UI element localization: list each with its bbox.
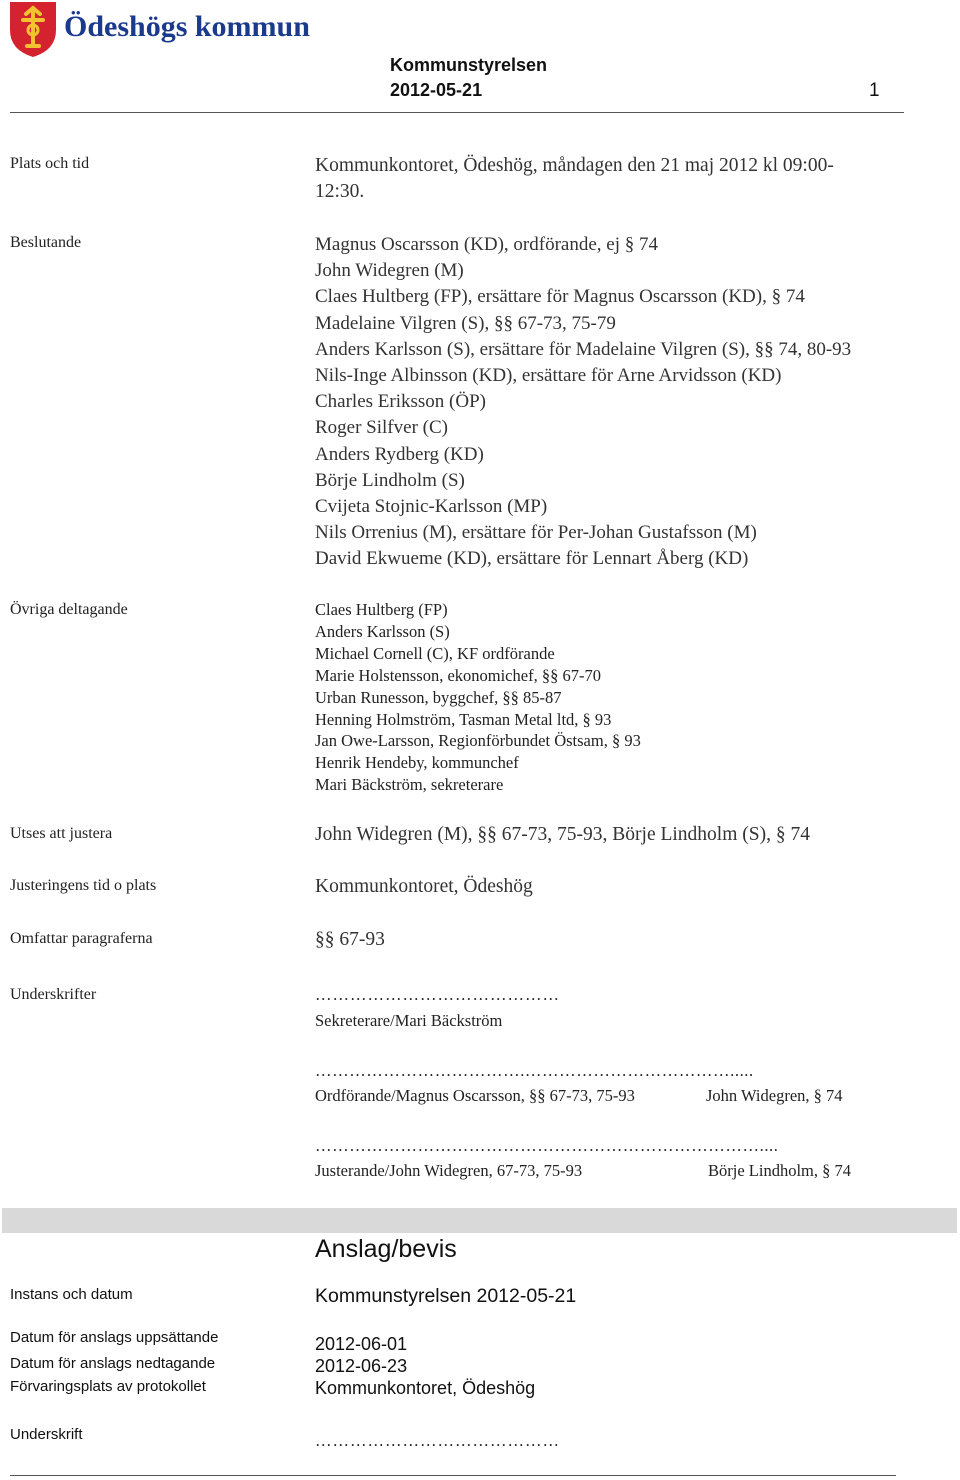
list-item: Henrik Hendeby, kommunchef xyxy=(315,753,519,773)
signature-caption-chair-alt: John Widegren, § 74 xyxy=(706,1086,843,1105)
list-item: Anders Rydberg (KD) xyxy=(315,443,484,465)
list-item: Anders Karlsson (S) xyxy=(315,621,450,641)
list-item: Marie Holstensson, ekonomichef, §§ 67-70 xyxy=(315,665,601,685)
instans-value: Kommunstyrelsen 2012-05-21 xyxy=(315,1285,577,1307)
list-item: Nils-Inge Albinsson (KD), ersättare för Arne Arvidsson (KD) xyxy=(315,365,782,387)
signature-caption-adjuster-alt: Börje Lindholm, § 74 xyxy=(708,1161,851,1180)
utses-value: John Widegren (M), §§ 67-73, 75-93, Börje Lindholm (S), § 74 xyxy=(315,824,810,845)
list-item: Claes Hultberg (FP), ersättare för Magnus Oscarsson (KD), § 74 xyxy=(315,286,805,308)
justeringens-value: Kommunkontoret, Ödeshög xyxy=(315,876,533,897)
uppsattande-label: Datum för anslags uppsättande xyxy=(10,1329,219,1346)
header-title: Kommunstyrelsen xyxy=(390,55,548,75)
forvaringsplats-value: Kommunkontoret, Ödeshög xyxy=(315,1378,536,1398)
underskrift-line: …………………………………… xyxy=(315,1431,560,1450)
ovriga-list xyxy=(315,599,641,796)
beslutande-list xyxy=(315,232,851,573)
utses-label: Utses att justera xyxy=(10,825,113,842)
forvaringsplats-label: Förvaringsplats av protokollet xyxy=(10,1378,206,1395)
plats-value xyxy=(315,153,834,205)
anslag-title: Anslag/bevis xyxy=(315,1235,457,1263)
footer-rule xyxy=(10,1475,896,1476)
ovriga-label: Övriga deltagande xyxy=(10,601,128,618)
justeringens-label: Justeringens tid o plats xyxy=(10,877,157,894)
nedtagande-value: 2012-06-23 xyxy=(315,1356,408,1376)
municipality-logo xyxy=(8,0,308,60)
header-rule xyxy=(10,112,904,113)
omfattar-value: §§ 67-93 xyxy=(315,929,385,950)
section-band xyxy=(2,1208,957,1233)
signature-caption-adjuster: Justerande/John Widegren, 67-73, 75-93 xyxy=(315,1161,583,1180)
plats-label: Plats och tid xyxy=(10,155,90,172)
signature-line-adjuster: …………………………………………………………………….... xyxy=(315,1136,779,1155)
signature-line-chair: ……………………………….………………………………..... xyxy=(315,1061,754,1080)
signature-caption-secretary: Sekreterare/Mari Bäckström xyxy=(315,1011,503,1030)
underskrifter-label: Underskrifter xyxy=(10,986,97,1003)
list-item: Cvijeta Stojnic-Karlsson (MP) xyxy=(315,496,548,518)
underskrift-label: Underskrift xyxy=(10,1426,83,1443)
omfattar-label: Omfattar paragraferna xyxy=(10,930,153,947)
coat-of-arms-icon xyxy=(8,0,58,58)
list-item: Michael Cornell (C), KF ordförande xyxy=(315,643,555,663)
list-item: David Ekwueme (KD), ersättare för Lennart Åberg (KD) xyxy=(315,548,749,570)
beslutande-label: Beslutande xyxy=(10,234,82,251)
list-item: Roger Silfver (C) xyxy=(315,417,448,439)
plats-value-line: 12:30. xyxy=(315,181,365,203)
logo-text: Ödeshögs kommun xyxy=(64,10,310,43)
list-item: Henning Holmström, Tasman Metal ltd, § 93 xyxy=(315,709,612,729)
list-item: Börje Lindholm (S) xyxy=(315,469,465,491)
signature-caption-chair: Ordförande/Magnus Oscarsson, §§ 67-73, 75-93 xyxy=(315,1086,635,1105)
list-item: Madelaine Vilgren (S), §§ 67-73, 75-79 xyxy=(315,312,616,334)
instans-label: Instans och datum xyxy=(10,1286,133,1303)
plats-value-line: Kommunkontoret, Ödeshög, måndagen den 21 maj 2012 kl 09:00- xyxy=(315,155,834,176)
list-item: Magnus Oscarsson (KD), ordförande, ej § 74 xyxy=(315,234,658,255)
page-number: 1 xyxy=(869,80,880,101)
list-item: Anders Karlsson (S), ersättare för Madelaine Vilgren (S), §§ 74, 80-93 xyxy=(315,338,852,360)
uppsattande-value: 2012-06-01 xyxy=(315,1334,408,1354)
list-item: Urban Runesson, byggchef, §§ 85-87 xyxy=(315,687,562,707)
list-item: John Widegren (M) xyxy=(315,260,464,282)
header-date: 2012-05-21 xyxy=(390,80,483,100)
nedtagande-label: Datum för anslags nedtagande xyxy=(10,1355,216,1372)
signature-line-secretary: …………………………………… xyxy=(315,985,560,1004)
list-item: Nils Orrenius (M), ersättare för Per-Johan Gustafsson (M) xyxy=(315,522,757,544)
list-item: Charles Eriksson (ÖP) xyxy=(315,391,486,413)
list-item: Jan Owe-Larsson, Regionförbundet Östsam, § 93 xyxy=(315,731,641,751)
list-item: Mari Bäckström, sekreterare xyxy=(315,775,504,795)
list-item: Claes Hultberg (FP) xyxy=(315,600,448,619)
